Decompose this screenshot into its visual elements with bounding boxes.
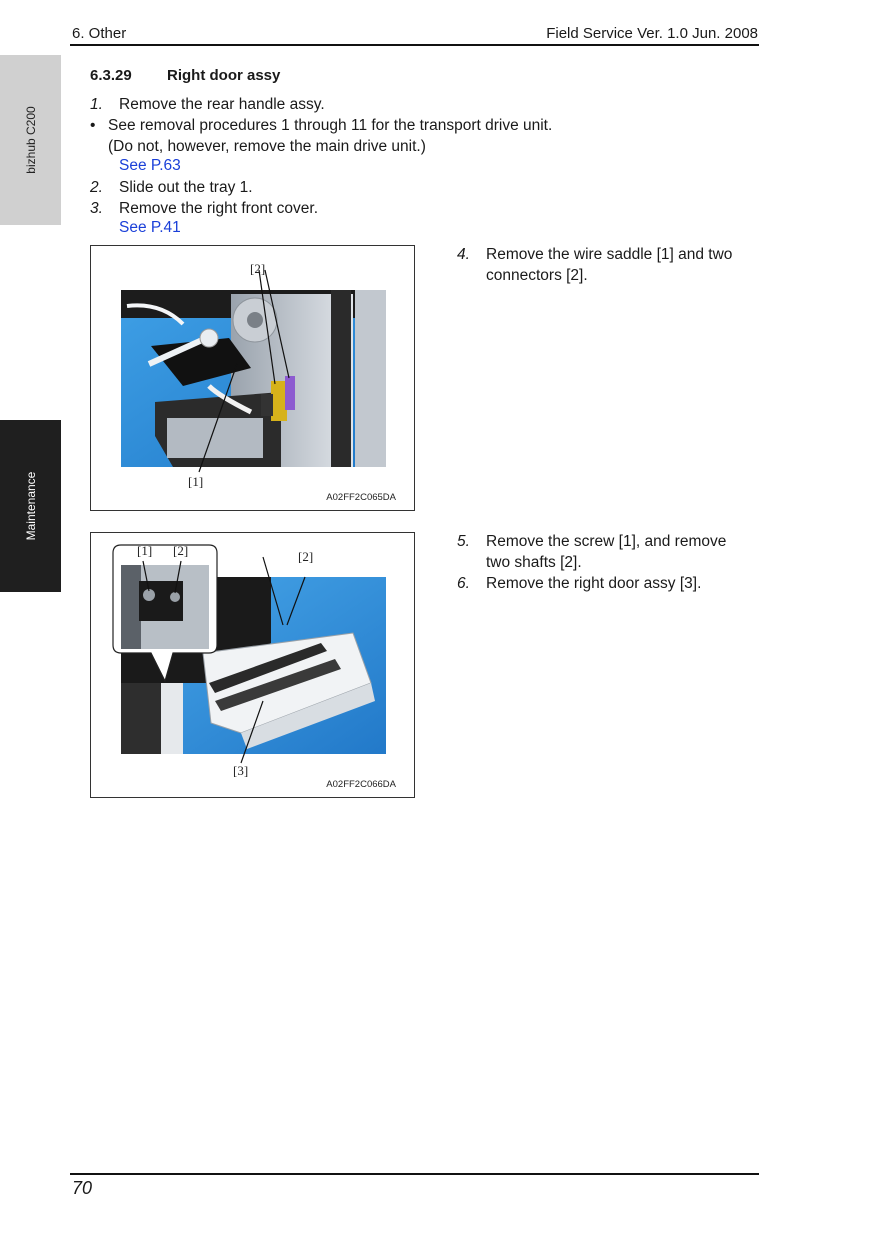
step-text: See removal procedures 1 through 11 for the transport drive unit. bbox=[108, 117, 553, 134]
header-chapter: 6. Other bbox=[72, 25, 127, 42]
see-page-link-63[interactable]: See P.63 bbox=[119, 157, 181, 174]
step-number: 6. bbox=[457, 575, 470, 592]
section-title: Right door assy bbox=[167, 67, 281, 84]
step-text: Slide out the tray 1. bbox=[119, 179, 253, 196]
step-number: 3. bbox=[90, 200, 103, 217]
step-text: Remove the rear handle assy. bbox=[119, 96, 325, 113]
figure-1 bbox=[90, 245, 415, 511]
callout-2: [2] bbox=[250, 261, 266, 276]
callout-1: [1] bbox=[188, 474, 204, 489]
callout-3: [3] bbox=[233, 763, 249, 778]
page-number: 70 bbox=[72, 1178, 93, 1198]
header-edition: Field Service Ver. 1.0 Jun. 2008 bbox=[546, 25, 758, 42]
figure-2 bbox=[90, 532, 415, 798]
figure-1-code: A02FF2C065DA bbox=[326, 492, 396, 503]
step-text-line-1: Remove the screw [1], and remove bbox=[486, 533, 727, 550]
callout-2: [2] bbox=[298, 549, 314, 564]
figure-1-photo bbox=[91, 246, 414, 510]
section-number: 6.3.29 bbox=[90, 67, 132, 84]
step-text-line-1: Remove the right door assy [3]. bbox=[486, 575, 702, 592]
side-tab-model bbox=[0, 55, 61, 225]
side-tab-section bbox=[0, 420, 61, 592]
side-tab-model-label: bizhub C200 bbox=[23, 106, 38, 174]
step-number: 1. bbox=[90, 96, 103, 113]
step-text-line-2: connectors [2]. bbox=[486, 267, 588, 284]
step-number: 5. bbox=[457, 533, 470, 550]
step-text: Remove the right front cover. bbox=[119, 200, 319, 217]
header-rule bbox=[70, 44, 759, 46]
callout-1: [1] bbox=[137, 543, 153, 558]
side-tab-section-label: Maintenance bbox=[23, 471, 38, 541]
step-text-line-1: Remove the wire saddle [1] and two bbox=[486, 246, 733, 263]
figure-2-photo bbox=[91, 533, 414, 797]
figure-2-code: A02FF2C066DA bbox=[326, 779, 396, 790]
step-text: (Do not, however, remove the main drive unit.) bbox=[108, 138, 426, 155]
callout-2-inset: [2] bbox=[173, 543, 189, 558]
bullet-mark: • bbox=[90, 117, 96, 134]
step-number: 2. bbox=[90, 179, 103, 196]
step-text-line-2: two shafts [2]. bbox=[486, 554, 582, 571]
see-page-link-41[interactable]: See P.41 bbox=[119, 219, 181, 236]
footer-rule bbox=[70, 1173, 759, 1175]
step-number: 4. bbox=[457, 246, 470, 263]
